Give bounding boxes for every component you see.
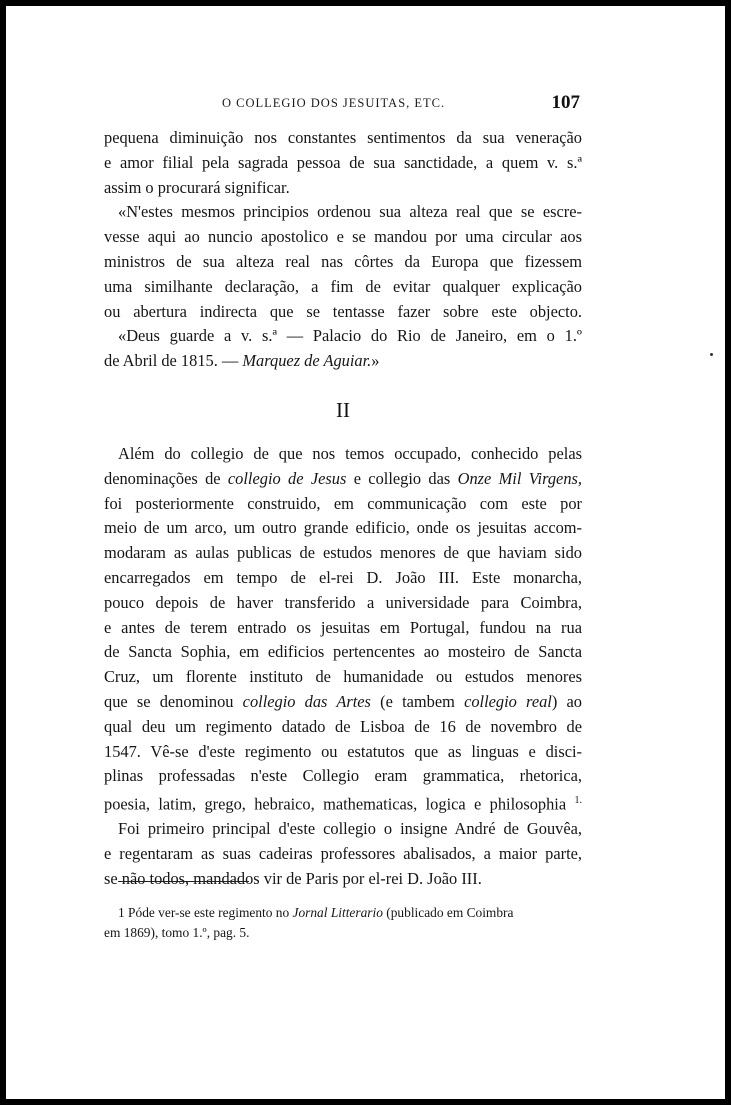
text-line <box>104 467 582 492</box>
text-line: foi posteriormente construido, em communicação com este por <box>104 493 582 513</box>
text-line: Cruz, um florente instituto de humanidade ou estudos menores <box>104 667 582 687</box>
text-line: assim o procurará significar. <box>104 177 290 197</box>
text-line: e antes de terem entrado os jesuitas em Portugal, fundou na rua <box>104 617 582 637</box>
text-line: 1547. Vê-se d'este regimento ou estatutos que as linguas e disci- <box>104 741 582 761</box>
section-heading: II <box>336 398 350 422</box>
text-line: plinas professadas n'este Collegio eram grammatica, rhetorica, <box>104 766 582 786</box>
text-run: e collegio das <box>346 468 458 488</box>
date-text: de Abril de 1815. — <box>104 351 243 371</box>
text-run: (e tambem <box>370 691 465 711</box>
signature: Marquez de Aguiar. <box>242 351 372 371</box>
text-line: de Sancta Sophia, em edificios pertencentes ao mosteiro de Sancta <box>104 642 582 662</box>
text-line: modaram as aulas publicas de estudos menores de que haviam sido <box>104 543 582 563</box>
text-line: se não todos, mandados vir de Paris por el-rei D. João III. <box>104 869 482 889</box>
text-run: poesia, latim, grego, hebraico, mathematicas, logica e philosophia <box>104 794 567 814</box>
journal-title: Jornal Litterario <box>292 905 383 920</box>
footnote-divider <box>118 881 249 882</box>
footnote-marker: 1 <box>118 905 125 920</box>
text-run: que se denominou <box>104 691 243 711</box>
signature-line <box>104 349 582 374</box>
footnote <box>104 903 582 943</box>
text-run: Póde ver-se este regimento no <box>124 905 293 920</box>
italic-term: collegio real <box>464 691 552 711</box>
text-line: Foi primeiro principal d'este collegio o insigne André de Gouvêa, <box>118 819 582 839</box>
text-line: meio de um arco, um outro grande edificio, onde os jesuitas accom- <box>104 518 582 538</box>
text-line: encarregados em tempo de el-rei D. João III. Este monarcha, <box>104 567 582 587</box>
italic-term: collegio das Artes <box>242 691 371 711</box>
running-title: O COLLEGIO DOS JESUITAS, ETC. <box>222 96 446 110</box>
text-line: qual deu um regimento datado de Lisboa de 16 de novembro de <box>104 716 582 736</box>
text-line: e regentaram as suas cadeiras professores abalisados, a maior parte, <box>104 844 582 864</box>
italic-term: collegio de Jesus <box>227 468 347 488</box>
text-line: e amor filial pela sagrada pessoa de sua sanctidade, a quem v. s.ª <box>104 152 582 172</box>
text-line: ou abertura indirecta que se tentasse fazer sobre este objecto. <box>104 301 582 321</box>
text-run: denominações de <box>104 468 228 488</box>
footnote-ref: 1. <box>574 795 582 807</box>
text-line <box>104 690 582 715</box>
scan-speck <box>710 353 713 356</box>
text-line: «Deus guarde a v. s.ª — Palacio do Rio de Janeiro, em o 1.º <box>118 326 582 346</box>
text-run: (publicado em Coimbra <box>382 905 514 920</box>
text-line: uma similhante declaração, a fim de evitar qualquer explicação <box>104 276 582 296</box>
text-line: ministros de sua alteza real nas côrtes da Europa que fizessem <box>104 251 582 271</box>
page-header <box>104 92 582 116</box>
text-run: ) ao <box>551 691 582 711</box>
italic-term: Onze Mil Virgens, <box>457 468 583 488</box>
page-number: 107 <box>551 92 580 113</box>
text-line: pequena diminuição nos constantes sentimentos da sua veneração <box>104 128 582 147</box>
footnote-line: em 1869), tomo 1.º, pag. 5. <box>104 925 250 940</box>
closing-quote: » <box>371 351 380 371</box>
text-line: pouco depois de haver transferido a universidade para Coimbra, <box>104 592 582 612</box>
text-line <box>104 789 582 817</box>
footnote-line <box>104 903 582 923</box>
text-line: Além do collegio de que nos temos occupado, conhecido pelas <box>118 444 582 463</box>
section-body <box>104 442 582 892</box>
letter-body <box>104 126 582 374</box>
text-line: vesse aqui ao nuncio apostolico e se mandou por uma circular aos <box>104 227 582 247</box>
text-line: «N'estes mesmos principios ordenou sua alteza real que se escre- <box>118 202 582 222</box>
